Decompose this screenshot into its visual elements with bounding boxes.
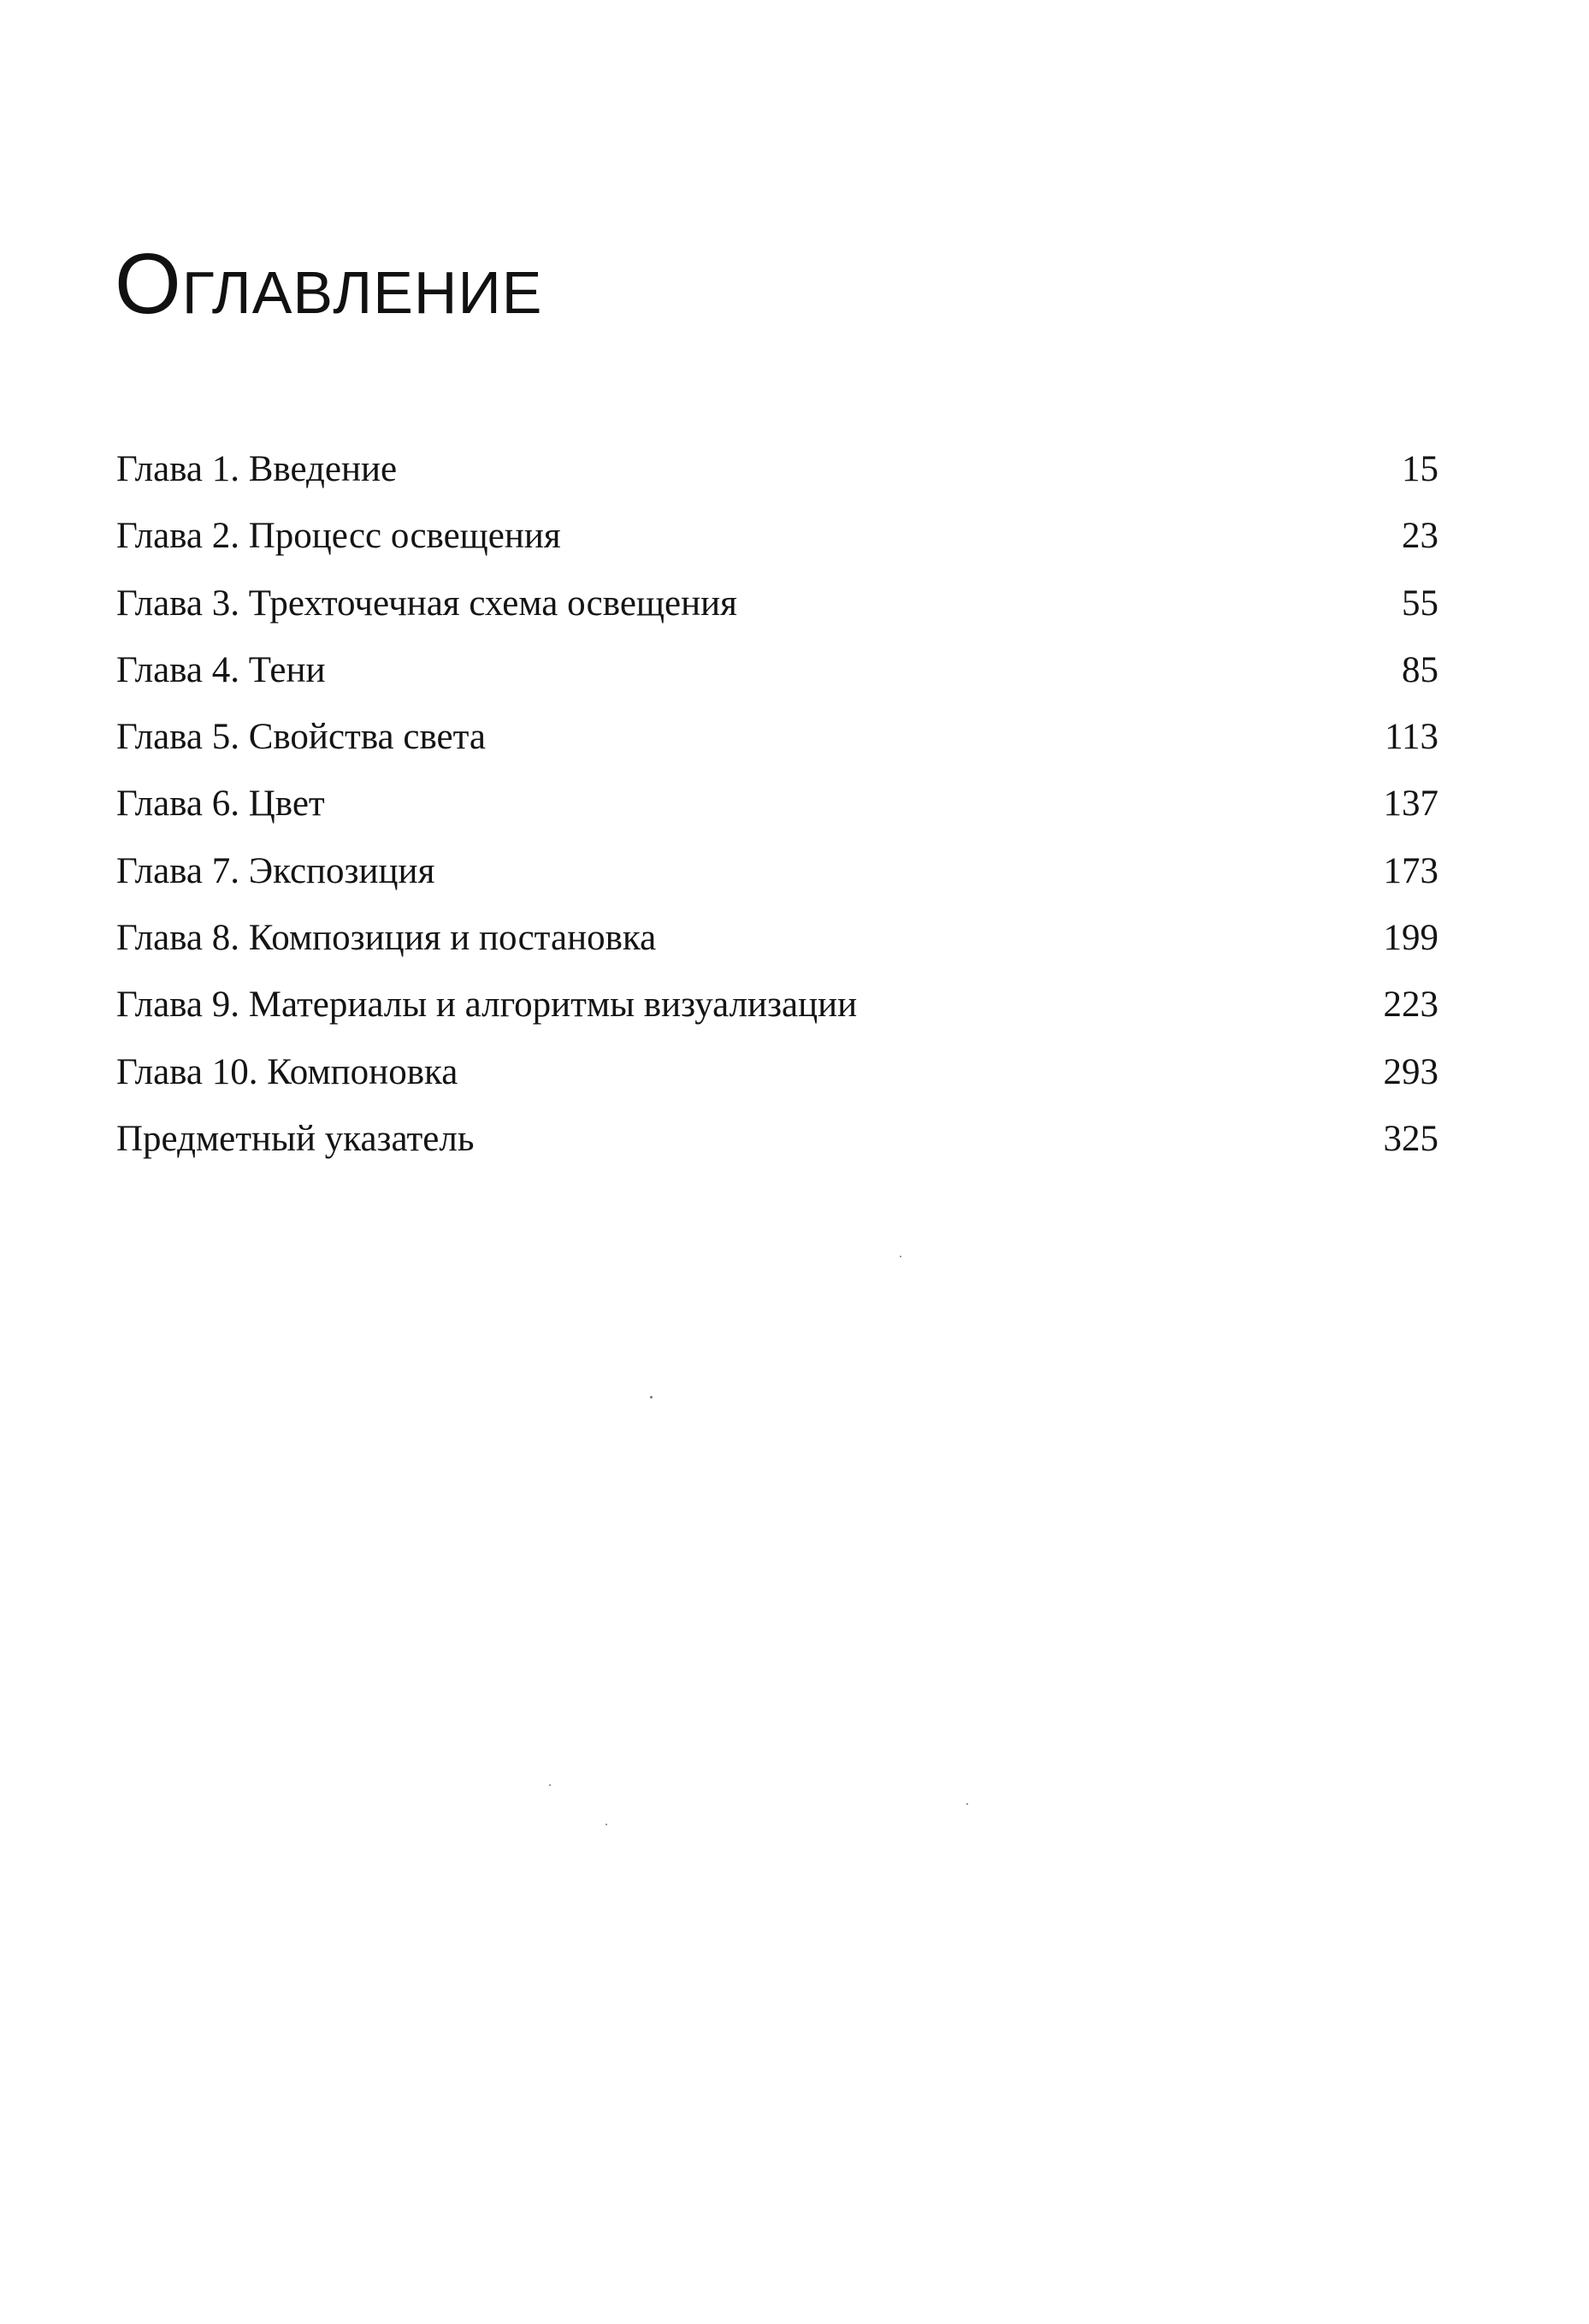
toc-entry-page: 223 bbox=[1383, 985, 1438, 1026]
toc-entry-label: Глава 5. Свойства света bbox=[116, 717, 487, 758]
toc-entry-label: Глава 1. Введение bbox=[116, 449, 398, 489]
toc-entry bbox=[116, 451, 1438, 517]
scan-speck bbox=[650, 1396, 653, 1399]
toc-entry-page: 113 bbox=[1385, 717, 1438, 758]
toc-entry-label: Глава 3. Трехточечная схема освещения bbox=[116, 582, 737, 624]
toc-entry-page: 293 bbox=[1383, 1051, 1438, 1092]
toc-entry-page: 55 bbox=[1402, 582, 1438, 624]
toc-entry-label: Глава 8. Композиция и постановка bbox=[116, 918, 657, 959]
table-of-contents bbox=[116, 451, 1438, 1187]
scan-speck bbox=[966, 1803, 968, 1805]
toc-entry-label: Глава 9. Материалы и алгоритмы визуализации bbox=[116, 985, 858, 1026]
toc-entry-page: 199 bbox=[1383, 918, 1438, 959]
toc-entry-page: 325 bbox=[1383, 1118, 1438, 1159]
toc-entry-label: Глава 2. Процесс освещения bbox=[116, 516, 561, 557]
toc-entry bbox=[116, 920, 1438, 986]
toc-entry-page: 85 bbox=[1402, 649, 1438, 690]
toc-entry-label: Глава 6. Цвет bbox=[116, 784, 325, 825]
scan-speck bbox=[900, 1256, 901, 1257]
toc-entry bbox=[116, 850, 1438, 920]
toc-entry-label: Глава 7. Экспозиция bbox=[116, 850, 435, 891]
toc-entry bbox=[116, 718, 1438, 785]
toc-entry bbox=[116, 986, 1438, 1053]
toc-entry-label: Глава 10. Компоновка bbox=[116, 1051, 458, 1092]
toc-entry bbox=[116, 517, 1438, 584]
scan-speck bbox=[549, 1784, 551, 1786]
toc-entry-label: Глава 4. Тени bbox=[116, 649, 326, 690]
page-title: Оглавление bbox=[115, 236, 543, 332]
toc-entry-page: 173 bbox=[1383, 850, 1438, 891]
toc-entry bbox=[116, 649, 1438, 718]
toc-entry-page: 137 bbox=[1383, 784, 1438, 825]
toc-entry-label: Предметный указатель bbox=[116, 1118, 475, 1159]
toc-entry-page: 15 bbox=[1402, 449, 1438, 489]
scan-speck bbox=[605, 1824, 607, 1825]
toc-entry bbox=[116, 582, 1438, 652]
toc-entry bbox=[116, 1118, 1438, 1187]
toc-entry bbox=[116, 785, 1438, 852]
toc-entry bbox=[116, 1051, 1438, 1121]
toc-entry-page: 23 bbox=[1402, 516, 1438, 557]
